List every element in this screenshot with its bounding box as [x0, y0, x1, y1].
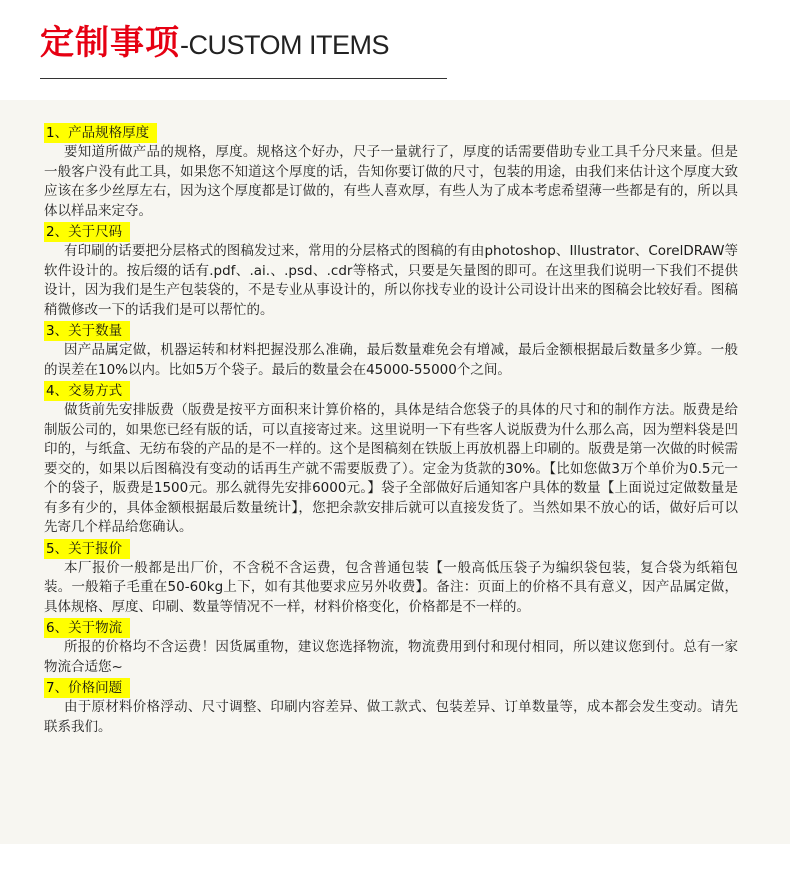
- section-heading: 5、关于报价: [44, 539, 130, 559]
- section-body: 由于原材料价格浮动、尺寸调整、印刷内容差异、做工款式、包装差异、订单数量等，成本都会发生变动。请先联系我们。: [44, 699, 738, 735]
- section-heading: 3、关于数量: [44, 321, 130, 341]
- section-heading: 6、关于物流: [44, 618, 130, 638]
- section-heading: 7、价格问题: [44, 678, 130, 698]
- section-body: 做货前先安排版费（版费是按平方面积来计算价格的，具体是结合您袋子的具体的尺寸和的制作方法。版费是给制版公司的，如果您已经有版的话，可以直接寄过来。这里说明一下有些客人说版费为什么那么高，因为塑料袋是凹印的，与纸盒、无纺布袋的产品的是不一样的。这个是图稿刻在铁版上再放机器上印刷的。版费是第一次做的时候需要交的，如果以后图稿没有变动的话再生产就不需要版费了）。定金为货款的30%。【比如您做3万个单价为0.5元一个的袋子，版费是1500元。那么就得先安排6000元。】袋子全部做好后通知客户具体的数量【上面说过定做数量是有多有少的，具体金额根据最后数量统计】，您把余款安排后就可以直接发货了。当然如果不放心的话，做好后可以先寄几个样品给您确认。: [44, 402, 738, 535]
- section-quantity: [44, 320, 738, 380]
- section-payment: [44, 380, 738, 538]
- section-body: 所报的价格均不含运费！因货属重物，建议您选择物流，物流费用到付和现付相同，所以建议您到付。总有一家物流合适您~: [44, 639, 738, 675]
- section-product-spec: [44, 122, 738, 221]
- title-underline: [40, 78, 447, 79]
- section-heading: 1、产品规格厚度: [44, 123, 157, 143]
- section-price: [44, 677, 738, 737]
- section-body: 因产品属定做，机器运转和材料把握没那么准确，最后数量难免会有增减，最后金额根据最后数量多少算。一般的误差在10%以内。比如5万个袋子。最后的数量会在45000-55000个之间。: [44, 342, 738, 378]
- section-body: 本厂报价一般都是出厂价，不含税不含运费，包含普通包装【一般高低压袋子为编织袋包装，复合袋为纸箱包装。一般箱子毛重在50-60kg上下，如有其他要求应另外收费】。备注：页面上的价格不具有意义，因产品属定做，具体规格、厚度、印刷、数量等情况不一样，材料价格变化，价格都是不一样的。: [44, 559, 738, 615]
- section-logistics: [44, 617, 738, 677]
- section-heading: 4、交易方式: [44, 381, 130, 401]
- page-header: [0, 0, 790, 100]
- custom-items-list: [44, 122, 738, 737]
- page-title-chinese: 定制事项: [40, 23, 180, 63]
- page-footer-space: [0, 844, 790, 871]
- page-title: [40, 20, 389, 72]
- section-quotation: [44, 538, 738, 618]
- content-panel: [0, 100, 790, 844]
- section-body: 有印刷的话要把分层格式的图稿发过来，常用的分层格式的图稿的有由photoshop、Illustrator、CorelDRAW等软件设计的。按后缀的话有.pdf、.ai.、.psd、.cdr等格式，只要是矢量图的即可。在这里我们说明一下我们不提供设计，因为我们是生产包装袋的，不是专业从事设计的，所以你找专业的设计公司设计出来的图稿会比较好看。图稿稍微修改一下的话我们是可以帮忙的。: [44, 243, 738, 318]
- page-title-english: -CUSTOM ITEMS: [180, 30, 389, 60]
- section-heading: 2、关于尺码: [44, 222, 130, 242]
- section-size: [44, 221, 738, 320]
- section-body: 要知道所做产品的规格，厚度。规格这个好办，尺子一量就行了，厚度的话需要借助专业工具千分尺来量。但是一般客户没有此工具，如果您不知道这个厚度的话，告知你要订做的尺寸，包装的用途，由我们来估计这个厚度大致应该在多少丝厚左右，因为这个厚度都是订做的，有些人喜欢厚，有些人为了成本考虑希望薄一些都是有的，所以具体以样品来定夺。: [44, 144, 738, 219]
